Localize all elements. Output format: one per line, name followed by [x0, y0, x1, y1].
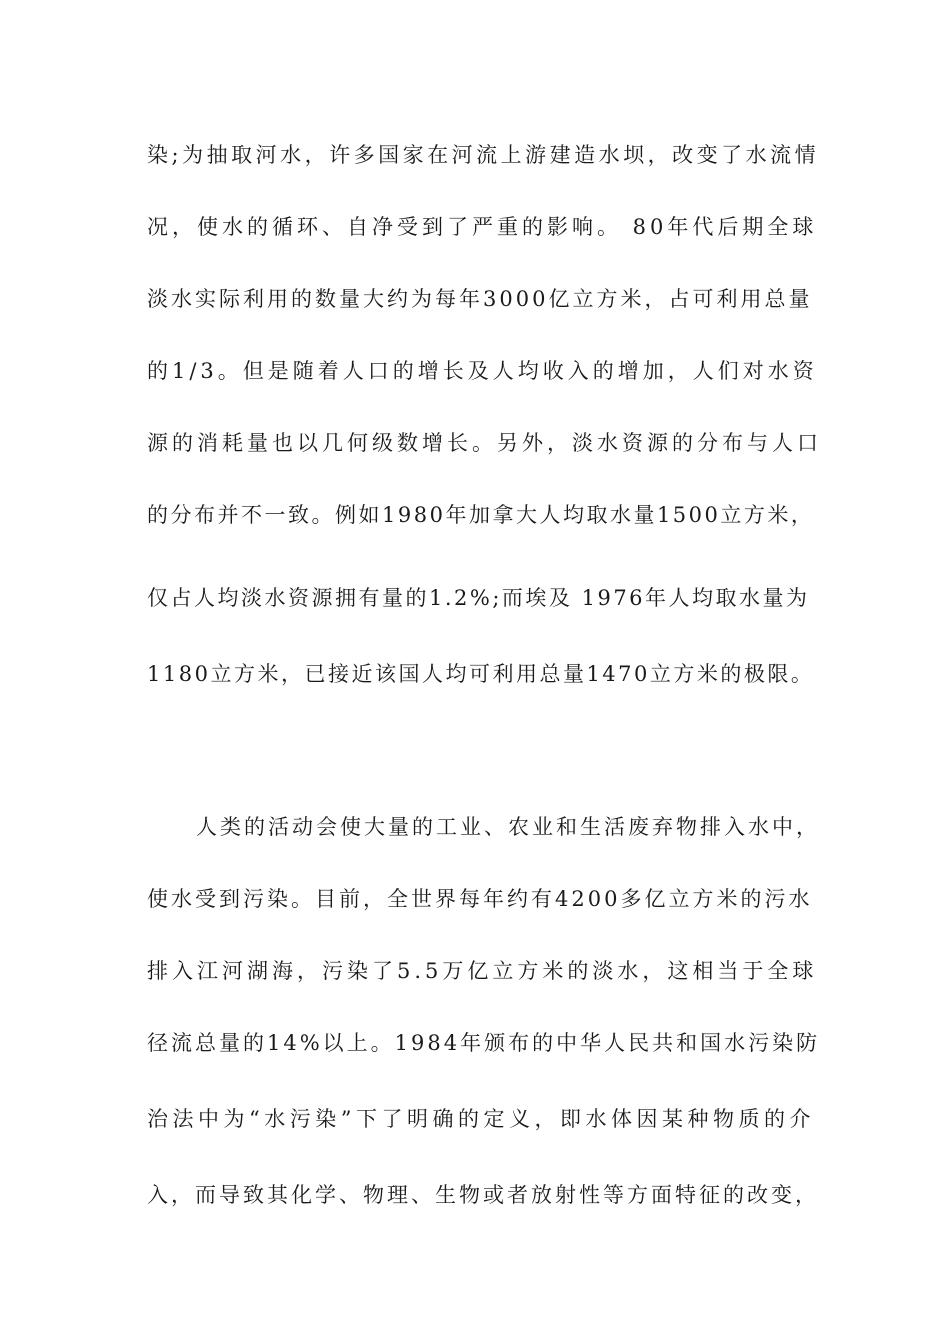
text-line: 源的消耗量也以几何级数增长。另外，淡水资源的分布与人口 [147, 431, 822, 455]
text-line: 仅占人均淡水资源拥有量的1.2%;而埃及 1976年人均取水量为 [147, 586, 810, 610]
text-line: 径流总量的14%以上。1984年颁布的中华人民共和国水污染防 [147, 1031, 821, 1055]
text-line: 使水受到污染。目前，全世界每年约有4200多亿立方米的污水 [147, 887, 813, 911]
text-line: 入，而导致其化学、物理、生物或者放射性等方面特征的改变， [147, 1183, 819, 1207]
text-line: 的1/3。但是随着人口的增长及人均收入的增加，人们对水资 [147, 359, 818, 383]
text-line: 况，使水的循环、自净受到了严重的影响。 80年代后期全球 [147, 215, 818, 239]
text-line: 染;为抽取河水，许多国家在河流上游建造水坝，改变了水流情 [147, 143, 820, 167]
text-line: 治法中为“水污染”下了明确的定义，即水体因某种物质的介 [147, 1107, 815, 1131]
text-line: 排入江河湖海，污染了5.5万亿立方米的淡水，这相当于全球 [147, 959, 818, 983]
text-line: 1180立方米，已接近该国人均可利用总量1470立方米的极限。 [147, 662, 815, 686]
text-line: 人类的活动会使大量的工业、农业和生活废弃物排入水中， [196, 815, 820, 839]
text-line: 的分布并不一致。例如1980年加拿大人均取水量1500立方米， [147, 503, 815, 527]
text-line: 淡水实际利用的数量大约为每年3000亿立方米，占可利用总量 [147, 287, 813, 311]
